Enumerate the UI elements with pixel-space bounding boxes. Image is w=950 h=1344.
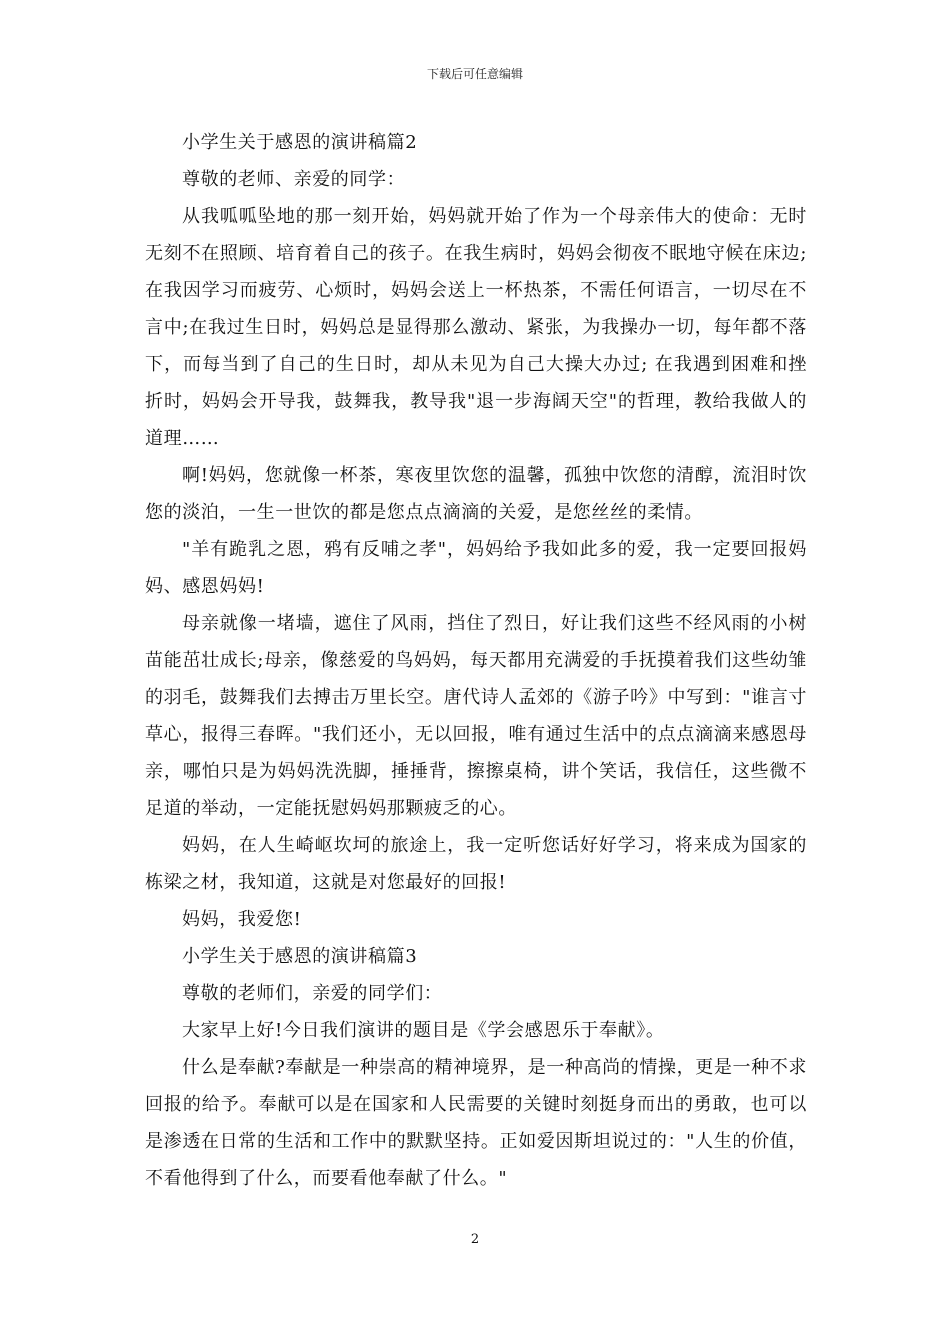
body-paragraph: 什么是奉献?奉献是一种崇高的精神境界，是一种高尚的情操，更是一种不求回报的给予。奉献可以是在国家和人民需要的关键时刻挺身而出的勇敢，也可以是渗透在日常的生活和工作中的默默坚持。正如爱因斯坦说过的："人生的价值，不看他得到了什么，而要看他奉献了什么。" bbox=[145, 1057, 807, 1189]
body-paragraph: 母亲就像一堵墙，遮住了风雨，挡住了烈日，好让我们这些不经风雨的小树苗能茁壮成长;母亲，像慈爱的鸟妈妈，每天都用充满爱的手抚摸着我们这些幼雏的羽毛，鼓舞我们去搏击万里长空。唐代诗人孟郊的《游子吟》中写到："谁言寸草心，报得三春晖。"我们还小，无以回报，唯有通过生活中的点点滴滴来感恩母亲，哪怕只是为妈妈洗洗脚，捶捶背，擦擦桌椅，讲个笑话，我信任，这些微不足道的举动，一定能抚慰妈妈那颗疲乏的心。 bbox=[145, 613, 807, 819]
body-paragraph: 从我呱呱坠地的那一刻开始，妈妈就开始了作为一个母亲伟大的使命：无时无刻不在照顾、培育着自己的孩子。在我生病时，妈妈会彻夜不眠地守候在床边;在我因学习而疲劳、心烦时，妈妈会送上一杯热茶，不需任何语言，一切尽在不言中;在我过生日时，妈妈总是显得那么激动、紧张，为我操办一切，每年都不落下，而每当到了自己的生日时，却从未见为自己大操大办过; 在我遇到困难和挫折时，妈妈会开导我，鼓舞我，教导我"退一步海阔天空"的哲理，教给我做人的道理…… bbox=[145, 206, 807, 449]
page-number: 2 bbox=[470, 1232, 480, 1247]
section-title-2: 小学生关于感恩的演讲稿篇2 bbox=[182, 132, 418, 153]
body-paragraph: 妈妈，在人生崎岖坎坷的旅途上，我一定听您话好好学习，将来成为国家的栋梁之材，我知道，这就是对您最好的回报! bbox=[145, 835, 807, 893]
body-paragraph: 大家早上好!今日我们演讲的题目是《学会感恩乐于奉献》。 bbox=[182, 1020, 665, 1041]
salutation-2: 尊敬的老师、亲爱的同学： bbox=[182, 169, 406, 190]
page-header: 下载后可任意编辑 bbox=[426, 67, 523, 81]
body-paragraph: "羊有跪乳之恩，鸦有反哺之孝"，妈妈给予我如此多的爱，我一定要回报妈妈、感恩妈妈! bbox=[145, 539, 807, 597]
section-title-3: 小学生关于感恩的演讲稿篇3 bbox=[182, 946, 418, 967]
document-body bbox=[145, 124, 807, 1197]
salutation-3: 尊敬的老师们，亲爱的同学们： bbox=[182, 983, 443, 1004]
body-paragraph: 妈妈，我爱您! bbox=[182, 909, 302, 930]
body-paragraph: 啊!妈妈，您就像一杯茶，寒夜里饮您的温馨，孤独中饮您的清醇，流泪时饮您的淡泊，一生一世饮的都是您点点滴滴的关爱，是您丝丝的柔情。 bbox=[145, 465, 807, 523]
